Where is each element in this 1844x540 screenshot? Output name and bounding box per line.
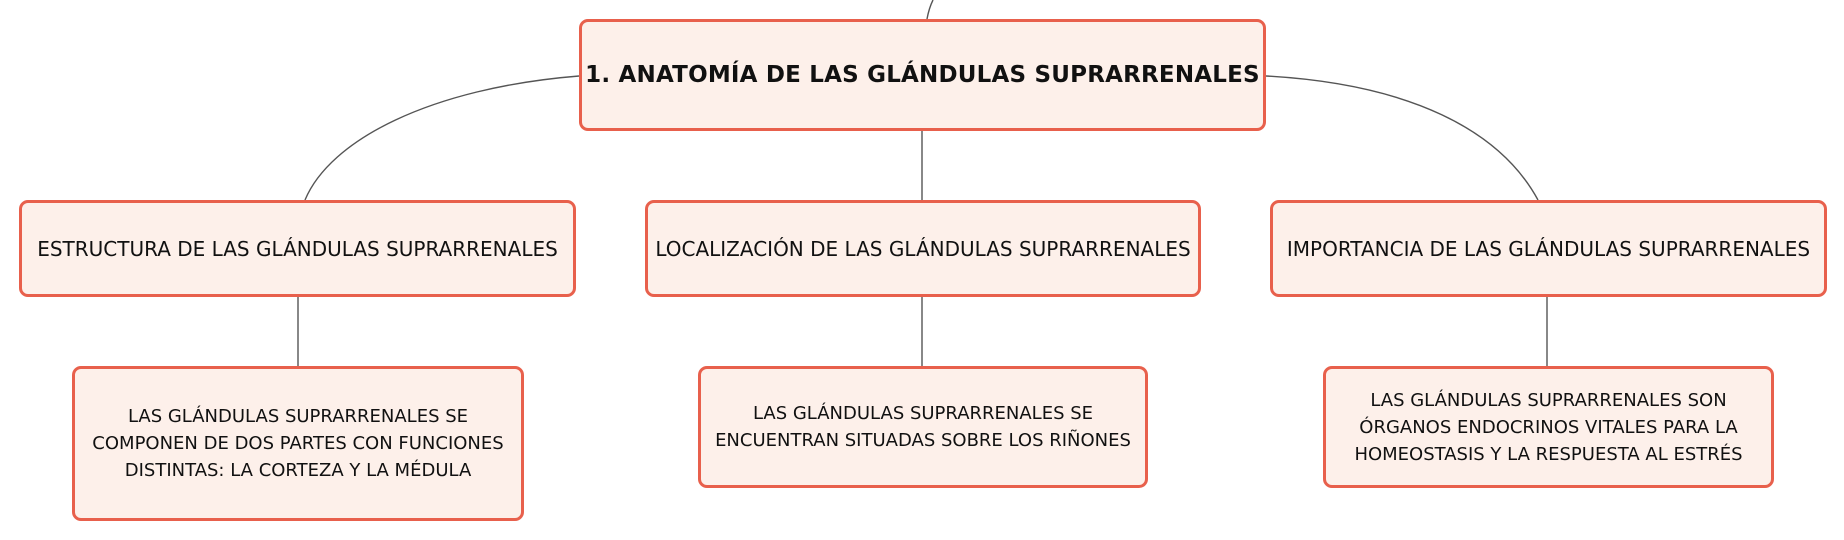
branch-label-location: LOCALIZACIÓN DE LAS GLÁNDULAS SUPRARRENALES xyxy=(655,236,1191,261)
branch-label-importance: IMPORTANCIA DE LAS GLÁNDULAS SUPRARRENALES xyxy=(1286,236,1811,261)
branch-node-location[interactable] xyxy=(645,200,1201,297)
branch-label-structure: ESTRUCTURA DE LAS GLÁNDULAS SUPRARRENALES xyxy=(37,236,558,261)
detail-node-structure[interactable] xyxy=(72,366,524,521)
detail-node-importance[interactable] xyxy=(1323,366,1774,488)
connector-root-to-importance xyxy=(1266,76,1538,200)
detail-text-structure: LAS GLÁNDULAS SUPRARRENALES SE COMPONEN DE DOS PARTES CON FUNCIONES DISTINTAS: LA CORTEZA Y LA MÉDULA xyxy=(92,406,504,481)
detail-text-importance: LAS GLÁNDULAS SUPRARRENALES SON ÓRGANOS ENDOCRINOS VITALES PARA LA HOMEOSTASIS Y LA RESPUESTA AL ESTRÉS xyxy=(1354,389,1743,465)
branch-node-importance[interactable] xyxy=(1270,200,1827,297)
root-topic-node[interactable] xyxy=(579,19,1266,131)
detail-node-location[interactable] xyxy=(698,366,1148,488)
detail-text-location: LAS GLÁNDULAS SUPRARRENALES SE ENCUENTRAN SITUADAS SOBRE LOS RIÑONES xyxy=(715,403,1131,451)
branch-node-structure[interactable] xyxy=(19,200,576,297)
connector-root-to-structure xyxy=(305,76,579,200)
connector-parent-to-root xyxy=(927,0,933,19)
root-topic-label: 1. ANATOMÍA DE LAS GLÁNDULAS SUPRARRENALES xyxy=(585,62,1260,88)
